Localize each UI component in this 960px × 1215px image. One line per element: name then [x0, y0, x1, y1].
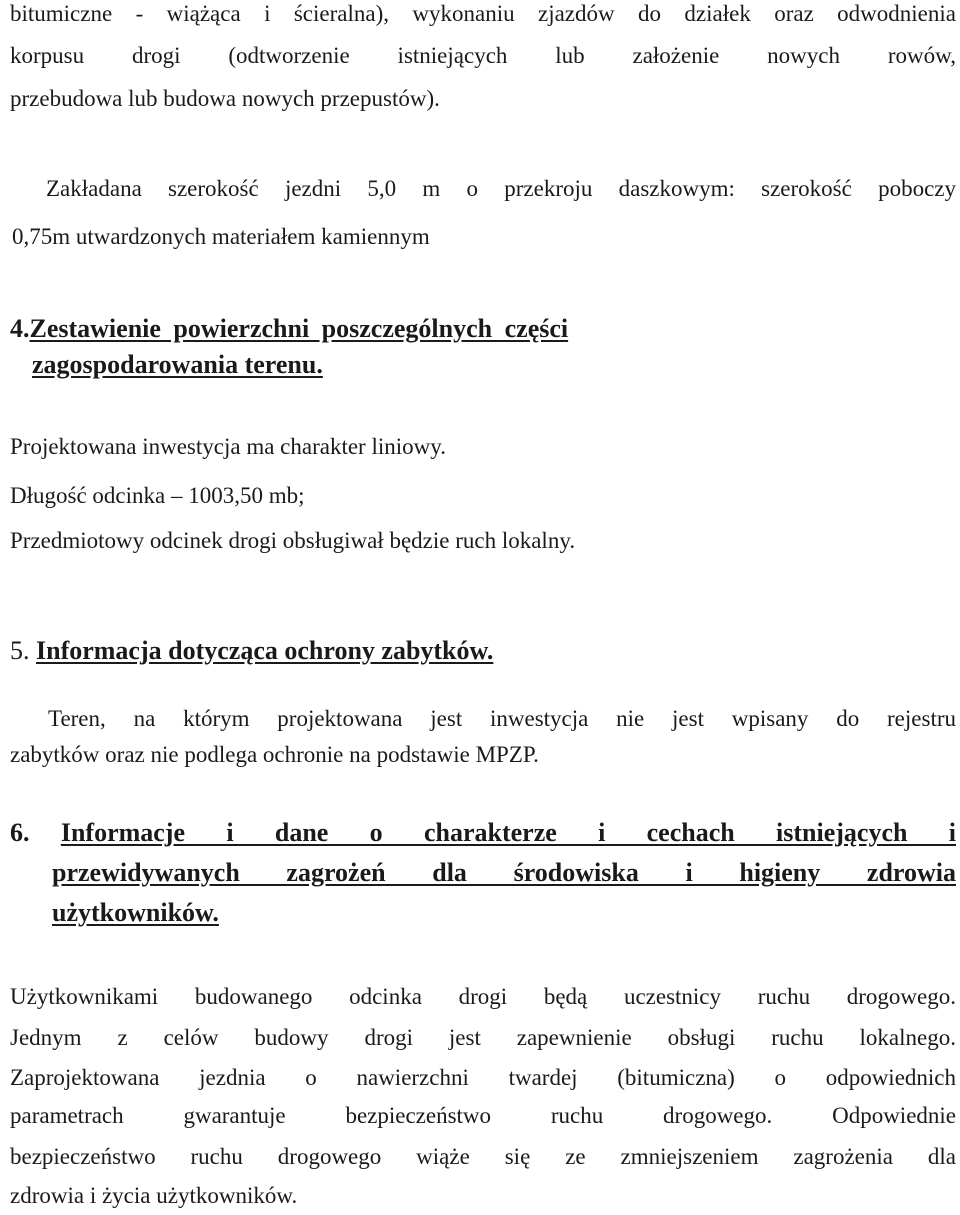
section-6-line-2: Jednym z celów budowy drogi jest zapewnienie obsługi ruchu lokalnego. — [10, 1025, 956, 1050]
section-6-line-3: Zaprojektowana jezdnia o nawierzchni twardej (bitumiczna) o odpowiednich — [10, 1065, 956, 1090]
section-6-line-5: bezpieczeństwo ruchu drogowego wiąże się ze zmniejszeniem zagrożenia dla — [10, 1144, 956, 1169]
section-4-number: 4. — [10, 314, 30, 343]
section-6-heading-line-2 — [52, 856, 956, 890]
intro-line-1: bitumiczne - wiążąca i ścieralna), wykonaniu zjazdów do działek oraz odwodnienia — [10, 1, 956, 26]
section-6-line-1: Użytkownikami budowanego odcinka drogi będą uczestnicy ruchu drogowego. — [10, 984, 956, 1009]
section-6-line-4: parametrach gwarantuje bezpieczeństwo ruchu drogowego. Odpowiednie — [10, 1103, 956, 1128]
section-4-title-line-2: zagospodarowania terenu. — [32, 350, 323, 379]
intro-paragraph — [10, 0, 956, 71]
section-6-heading-line-3 — [52, 896, 219, 930]
section-6-number: 6. — [10, 818, 30, 847]
section-4-title-line-1: Zestawienie powierzchni poszczególnych części — [29, 314, 569, 343]
section-4-line-2: Długość odcinka – 1003,50 mb; — [10, 483, 305, 508]
section-4-line-3: Przedmiotowy odcinek drogi obsługiwał będzie ruch lokalny. — [10, 528, 576, 553]
section-5-title: Informacja dotycząca ochrony zabytków. — [36, 636, 494, 665]
section-6-title-line-3: użytkowników. — [52, 898, 219, 927]
section-5-number: 5. — [10, 636, 30, 665]
section-6-title-line-2: przewidywanych zagrożeń dla środowiska i higieny zdrowia — [52, 858, 956, 887]
intro-line-2: korpusu drogi (odtworzenie istniejących lub założenie nowych rowów, — [10, 43, 956, 68]
section-6-title-line-1: Informacje i dane o charakterze i cechach istniejących i — [60, 818, 957, 847]
intro-line-3: przebudowa lub budowa nowych przepustów). — [10, 86, 440, 111]
section-4-heading-line-2 — [10, 348, 323, 382]
section-5-line-1: Teren, na którym projektowana jest inwestycja nie jest wpisany do rejestru — [48, 706, 956, 731]
section-6-heading-line-1 — [10, 816, 956, 850]
section-4-heading-line-1 — [10, 312, 568, 346]
width-line-2: 0,75m utwardzonych materiałem kamiennym — [12, 224, 430, 249]
width-line-1: Zakładana szerokość jezdni 5,0 m o przekroju daszkowym: szerokość poboczy — [46, 176, 956, 201]
section-5-heading — [10, 634, 493, 668]
section-6-line-6: zdrowia i życia użytkowników. — [10, 1183, 298, 1208]
section-4-line-1: Projektowana inwestycja ma charakter liniowy. — [10, 434, 447, 459]
section-5-line-2: zabytków oraz nie podlega ochronie na podstawie MPZP. — [10, 742, 539, 767]
